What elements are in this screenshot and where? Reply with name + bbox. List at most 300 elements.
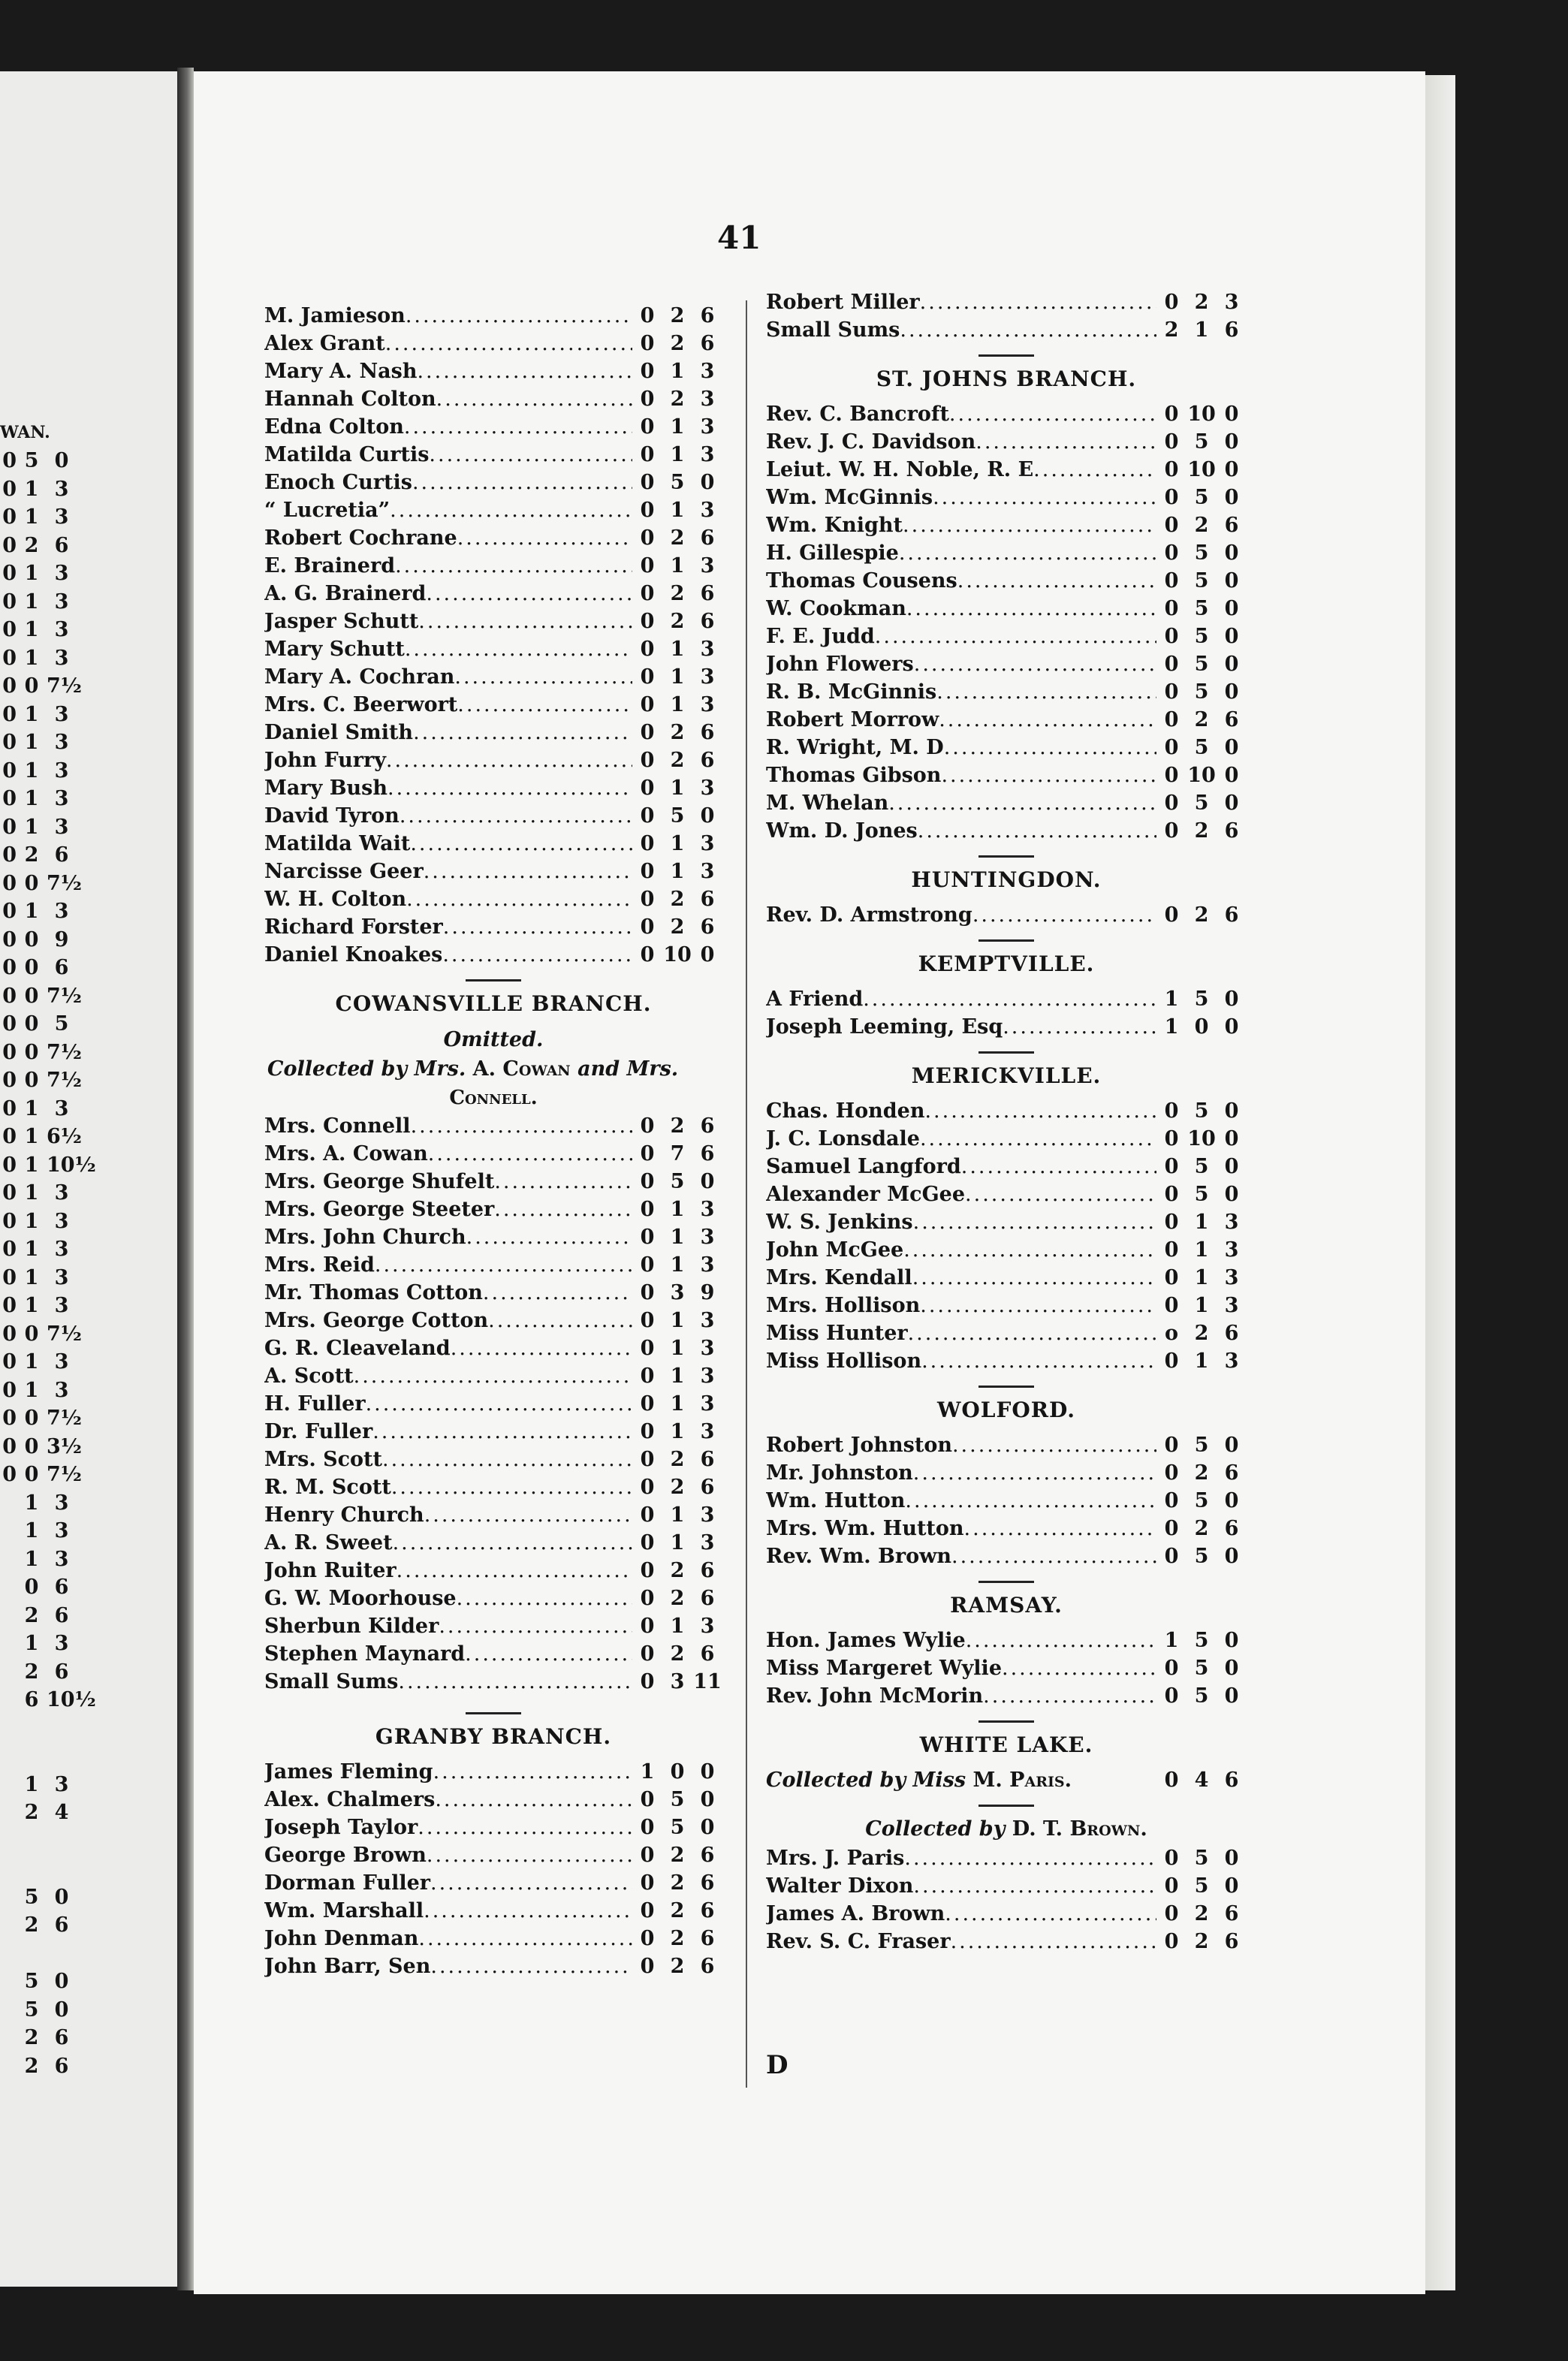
amount-shillings: 2 <box>1194 514 1209 537</box>
facing-page-amount: 0 <box>54 1885 69 1909</box>
facing-page-row <box>0 1883 173 1912</box>
facing-page-amount: 1 <box>24 1096 39 1120</box>
section-rule <box>978 1581 1034 1583</box>
amount-pounds: 0 <box>640 776 655 800</box>
subscriber-name: F. E. Judd <box>766 625 875 648</box>
amount-pounds: 0 <box>640 665 655 689</box>
facing-page-row <box>0 728 173 757</box>
facing-page-row <box>0 926 173 954</box>
amount-shillings: 1 <box>670 499 685 522</box>
subscriber-row <box>766 1180 1247 1208</box>
facing-page-row <box>0 1404 173 1433</box>
subscriber-name-cell <box>264 941 632 969</box>
amount-pounds: 0 <box>1164 1349 1179 1373</box>
leader-dots <box>957 567 1156 595</box>
subscriber-name-cell <box>766 1487 1156 1515</box>
amount-pounds: 0 <box>640 1337 655 1360</box>
amount-pence: 0 <box>1224 1657 1239 1680</box>
subscriber-row <box>264 941 722 969</box>
facing-page-amount: 0 <box>24 956 39 979</box>
subscriber-name-cell <box>766 1928 1156 1955</box>
subscriber-row <box>264 1223 722 1251</box>
collector-line <box>264 1055 722 1084</box>
amount-pounds: 0 <box>640 526 655 550</box>
facing-page-amount: 0 <box>2 562 17 585</box>
amount-shillings: 2 <box>1194 1930 1209 1953</box>
amount-pence: 0 <box>1224 403 1239 426</box>
leader-dots <box>418 1925 632 1952</box>
subscriber-row <box>264 830 722 858</box>
section-heading: ST. JOHNS BRANCH. <box>876 366 1137 391</box>
amount-pence: 6 <box>1224 1517 1239 1540</box>
facing-page-amount: 0 <box>2 618 17 641</box>
section-heading: MERICKVILLE. <box>911 1063 1102 1088</box>
subscriber-name-cell <box>264 1640 632 1668</box>
facing-page-amount <box>0 1630 17 1658</box>
amount-pounds: 0 <box>640 1559 655 1582</box>
amount-pence: 0 <box>1224 597 1239 620</box>
subscriber-name-cell <box>766 1013 1156 1041</box>
subscriber-name-cell <box>264 1897 632 1925</box>
facing-page-amount: 5 <box>24 449 39 472</box>
subscriber-row <box>264 1334 722 1362</box>
leader-dots <box>418 608 632 635</box>
amount-pounds: 0 <box>1164 403 1179 426</box>
subscriber-name-cell <box>264 1758 632 1786</box>
leader-dots <box>900 316 1156 344</box>
subscriber-row <box>766 1900 1247 1928</box>
amount-pounds: 0 <box>1164 486 1179 509</box>
amount-pence: 6 <box>700 1559 715 1582</box>
amount-pence: 6 <box>700 1927 715 1950</box>
amount-shillings: 2 <box>670 1642 685 1666</box>
subscriber-name-cell <box>264 913 632 941</box>
amount-shillings: 2 <box>1194 1461 1209 1485</box>
subscriber-row <box>766 985 1247 1013</box>
facing-page-amount: 0 <box>2 1209 17 1233</box>
facing-page-row <box>0 1179 173 1208</box>
subscriber-name: Rev. Wm. Brown <box>766 1545 952 1568</box>
amount-pence: 0 <box>1224 430 1239 454</box>
subscriber-name: Mrs. John Church <box>264 1226 466 1249</box>
leader-dots <box>418 1814 632 1841</box>
subscriber-name-cell <box>264 1196 632 1223</box>
amount-pounds: 0 <box>640 749 655 772</box>
amount-pounds: 0 <box>640 1844 655 1867</box>
subscriber-name: Mrs. George Steeter <box>264 1198 495 1221</box>
amount-shillings: 0 <box>1194 1015 1209 1039</box>
facing-page-amount: 6 <box>54 533 69 557</box>
leader-dots <box>395 552 632 580</box>
facing-page-row <box>0 1010 173 1039</box>
subscriber-row <box>766 1654 1247 1682</box>
amount-pounds: 0 <box>1164 625 1179 648</box>
facing-page-amount: 0 <box>2 674 17 698</box>
leader-dots <box>385 330 632 357</box>
subscriber-name-cell <box>766 1292 1156 1319</box>
amount-pence: 3 <box>700 1309 715 1332</box>
amount-pence: 3 <box>700 1503 715 1527</box>
subscriber-row <box>766 650 1247 678</box>
facing-page-amount <box>47 1855 77 1883</box>
amount-pence: 0 <box>700 1170 715 1193</box>
leader-dots <box>430 1869 632 1897</box>
subscriber-name: Robert Morrow <box>766 708 939 731</box>
facing-page-amount <box>47 1714 77 1743</box>
facing-page-amount <box>0 1911 17 1940</box>
facing-page-amount: 0 <box>2 646 17 670</box>
facing-page-amount: 1 <box>24 731 39 754</box>
facing-page-row <box>0 1264 173 1292</box>
subscriber-row <box>766 511 1247 539</box>
subscriber-name-cell <box>264 357 632 385</box>
facing-page-amount: 6 <box>54 2026 69 2049</box>
facing-page-row <box>0 954 173 982</box>
leader-dots <box>951 1928 1156 1955</box>
subscriber-name-cell <box>766 400 1156 428</box>
amount-pounds: 1 <box>1164 988 1179 1011</box>
subscriber-name: Mrs. Reid <box>264 1253 375 1277</box>
amount-shillings: 5 <box>1194 792 1209 815</box>
subscriber-name: Mrs. Connell <box>264 1114 411 1138</box>
facing-page-amount: 7½ <box>47 871 82 895</box>
amount-pounds: 0 <box>640 443 655 466</box>
subscriber-name: Mary Bush <box>264 776 387 800</box>
subscriber-row <box>264 1952 722 1980</box>
facing-page-amount: 6 <box>54 1660 69 1684</box>
subscriber-row <box>264 1279 722 1307</box>
subscriber-row <box>264 1112 722 1140</box>
subscriber-row <box>766 1319 1247 1347</box>
facing-page-amount: 0 <box>2 1322 17 1346</box>
subscriber-name: Alexander McGee <box>766 1183 966 1206</box>
amount-pence: 0 <box>700 804 715 828</box>
amount-shillings: 1 <box>670 415 685 439</box>
amount-pounds: 0 <box>1164 1902 1179 1925</box>
facing-page-row <box>0 672 173 701</box>
subscriber-name: Mrs. George Cotton <box>264 1309 489 1332</box>
subscriber-name-cell <box>264 802 632 830</box>
subscriber-name-cell <box>264 1307 632 1334</box>
subscriber-row <box>766 1347 1247 1375</box>
amount-pence: 6 <box>700 915 715 939</box>
amount-pence: 6 <box>700 1642 715 1666</box>
amount-pence: 3 <box>700 1337 715 1360</box>
subscriber-row <box>766 1208 1247 1236</box>
subscriber-name-cell <box>766 623 1156 650</box>
facing-page-amount: 0 <box>2 1125 17 1148</box>
facing-page-amount: 3 <box>54 589 69 614</box>
subscriber-name-cell <box>766 1319 1156 1347</box>
subscriber-name-cell <box>264 1585 632 1612</box>
subscriber-name-cell <box>766 761 1156 789</box>
leader-dots <box>397 1557 632 1585</box>
section-heading: WOLFORD. <box>936 1398 1076 1422</box>
amount-pence: 3 <box>700 387 715 411</box>
facing-page-amount <box>0 1602 17 1630</box>
leader-dots <box>924 1097 1156 1125</box>
amount-pence: 3 <box>700 665 715 689</box>
amount-shillings: 2 <box>670 526 685 550</box>
amount-shillings: 2 <box>670 1448 685 1471</box>
facing-page-amount: 0 <box>2 1012 17 1036</box>
subscriber-name-cell <box>264 1952 632 1980</box>
subscriber-row <box>264 552 722 580</box>
section-rule <box>978 1720 1034 1723</box>
amount-shillings: 5 <box>670 1816 685 1839</box>
subscriber-name-cell <box>264 580 632 608</box>
subscriber-row <box>264 302 722 330</box>
subscriber-row <box>766 901 1247 929</box>
subscriber-name: W. Cookman <box>766 597 906 620</box>
subscriber-row <box>766 595 1247 623</box>
left-column <box>264 302 722 1980</box>
subscriber-row <box>264 1390 722 1418</box>
facing-page-amount: 0 <box>2 1040 17 1064</box>
amount-shillings: 5 <box>670 1170 685 1193</box>
facing-page-amount: 4 <box>54 1801 69 1824</box>
collector-name: M. Paris. <box>972 1768 1072 1792</box>
amount-pounds: 1 <box>1164 1015 1179 1039</box>
facing-page-row <box>0 1742 173 1771</box>
subscriber-name: A Friend <box>766 988 864 1011</box>
facing-page-amount: 0 <box>2 1265 17 1289</box>
amount-pence: 6 <box>700 582 715 605</box>
subscriber-row <box>766 623 1247 650</box>
amount-shillings: 2 <box>1194 819 1209 843</box>
printer-signature: D <box>766 2050 789 2080</box>
subscriber-name: Rev. J. C. Davidson <box>766 430 976 454</box>
subscriber-row <box>766 761 1247 789</box>
amount-shillings: 2 <box>1194 1517 1209 1540</box>
amount-pence: 3 <box>700 693 715 716</box>
subscriber-name: Mrs. George Shufelt <box>264 1170 495 1193</box>
collector-name: A. Cowan <box>472 1057 571 1081</box>
amount-shillings: 3 <box>670 1281 685 1304</box>
subscriber-row <box>264 1612 722 1640</box>
amount-pence: 6 <box>700 1844 715 1867</box>
facing-page-amount: 5 <box>54 1012 69 1036</box>
subscriber-name: M. Jamieson <box>264 304 406 327</box>
facing-page-amount: 7½ <box>47 1322 82 1346</box>
facing-page-amount: 1 <box>24 589 39 614</box>
subscriber-name-cell <box>766 484 1156 511</box>
section-rule <box>978 855 1034 858</box>
subscriber-row <box>766 706 1247 734</box>
subscriber-row <box>766 1487 1247 1515</box>
subscriber-row <box>264 802 722 830</box>
amount-shillings: 5 <box>670 1788 685 1811</box>
amount-pounds: 0 <box>1164 1517 1179 1540</box>
amount-pounds: 0 <box>640 1170 655 1193</box>
subscriber-name-cell <box>766 1542 1156 1570</box>
subscriber-name: John Ruiter <box>264 1559 397 1582</box>
amount-shillings: 1 <box>670 1337 685 1360</box>
facing-page-amount: 1 <box>24 505 39 529</box>
subscriber-row <box>766 1236 1247 1264</box>
subscriber-name: Dr. Fuller <box>264 1420 373 1443</box>
subscriber-row <box>264 746 722 774</box>
facing-page-amount <box>0 2024 17 2052</box>
amount-pounds: 0 <box>640 387 655 411</box>
amount-pence: 3 <box>1224 1238 1239 1262</box>
leader-dots <box>1003 1013 1156 1041</box>
facing-page-amount <box>0 2052 17 2081</box>
subscriber-name: Thomas Cousens <box>766 569 957 593</box>
amount-pounds: 0 <box>640 1788 655 1811</box>
facing-page-amount <box>0 1968 17 1996</box>
subscriber-list <box>264 302 722 969</box>
subscriber-row <box>766 567 1247 595</box>
amount-pounds: 0 <box>1164 1847 1179 1870</box>
subscriber-name: W. H. Colton <box>264 888 407 911</box>
facing-page-amount: 0 <box>2 758 17 782</box>
leader-dots <box>372 1418 632 1446</box>
subscriber-row <box>264 1362 722 1390</box>
amount-pence: 6 <box>700 888 715 911</box>
amount-shillings: 1 <box>670 693 685 716</box>
subscriber-row <box>264 1786 722 1814</box>
subscriber-row <box>264 1473 722 1501</box>
amount-shillings: 2 <box>1194 291 1209 314</box>
amount-pounds: 0 <box>640 1226 655 1249</box>
facing-page-row <box>0 1039 173 1067</box>
amount-pence: 0 <box>1224 1434 1239 1457</box>
amount-pence: 0 <box>1224 1489 1239 1512</box>
leader-dots <box>918 817 1156 845</box>
amount-pounds: 0 <box>640 1142 655 1165</box>
subscriber-row <box>766 428 1247 456</box>
subscriber-name: Hannah Colton <box>264 387 436 411</box>
amount-shillings: 2 <box>670 1587 685 1610</box>
subscriber-name: Joseph Taylor <box>264 1816 418 1839</box>
subscriber-row <box>766 1844 1247 1872</box>
facing-page-row <box>0 701 173 729</box>
subscriber-row <box>264 1557 722 1585</box>
leader-dots <box>952 1431 1156 1459</box>
facing-page-amount <box>0 1545 17 1574</box>
amount-shillings: 10 <box>1187 764 1216 787</box>
facing-page-row <box>0 1940 173 1968</box>
facing-page-amount: 0 <box>2 787 17 810</box>
amount-pence: 3 <box>700 1364 715 1388</box>
facing-page-amount: 3 <box>54 618 69 641</box>
subscriber-name-cell <box>264 1612 632 1640</box>
subscriber-name: Walter Dixon <box>766 1874 914 1898</box>
amount-shillings: 1 <box>670 1615 685 1638</box>
leader-dots <box>354 1362 632 1390</box>
right-column <box>766 288 1247 1955</box>
subscriber-row <box>264 1897 722 1925</box>
leader-dots <box>417 357 632 385</box>
amount-pounds: 0 <box>640 1927 655 1950</box>
subscriber-name-cell <box>766 1208 1156 1236</box>
facing-page-amount: 0 <box>2 1238 17 1261</box>
amount-pence: 6 <box>700 304 715 327</box>
amount-pence: 0 <box>1224 792 1239 815</box>
facing-page-amount: 0 <box>24 1040 39 1064</box>
amount-pounds: 0 <box>1164 764 1179 787</box>
facing-page-row <box>0 1208 173 1236</box>
amount-pounds: 0 <box>1164 1211 1179 1234</box>
amount-pounds: 0 <box>640 721 655 744</box>
amount-pounds: 0 <box>1164 514 1179 537</box>
subscriber-name: Daniel Smith <box>264 721 414 744</box>
subscriber-row <box>766 1125 1247 1153</box>
amount-pounds: 0 <box>640 1448 655 1471</box>
subscriber-name: Narcisse Geer <box>264 860 424 883</box>
facing-page-amount: 0 <box>54 1970 69 1993</box>
leader-dots <box>975 428 1156 456</box>
subscriber-name-cell <box>766 1180 1156 1208</box>
facing-page-amount: 6 <box>54 1576 69 1599</box>
subscriber-name-cell <box>766 1844 1156 1872</box>
section-rule <box>978 1386 1034 1388</box>
facing-page-amount: 0 <box>24 674 39 698</box>
amount-pounds: 0 <box>640 1392 655 1416</box>
subscriber-name: Mrs. Scott <box>264 1448 383 1471</box>
amount-shillings: 2 <box>670 721 685 744</box>
facing-page-amount <box>0 1771 17 1799</box>
amount-shillings: 1 <box>1194 1266 1209 1289</box>
subscriber-name-cell <box>766 985 1156 1013</box>
subscriber-name: “ Lucretia” <box>264 499 390 522</box>
amount-pounds: 0 <box>1164 1434 1179 1457</box>
facing-page-amount <box>0 1827 17 1856</box>
subscriber-name-cell <box>264 1473 632 1501</box>
facing-page-amount: 0 <box>2 505 17 529</box>
subscriber-name-cell <box>264 1668 632 1696</box>
facing-page-amount: 3 <box>54 731 69 754</box>
facing-page-amount: 3 <box>54 505 69 529</box>
amount-shillings: 1 <box>670 665 685 689</box>
subscriber-name: G. W. Moorhouse <box>264 1587 457 1610</box>
subscriber-name: Rev. John McMorin <box>766 1684 984 1708</box>
facing-page-amount: 1 <box>24 477 39 501</box>
amount-pounds: 0 <box>1164 708 1179 731</box>
amount-pounds: 1 <box>1164 1629 1179 1652</box>
facing-page-row <box>0 1799 173 1827</box>
amount-shillings: 10 <box>663 943 692 966</box>
subscriber-name-cell <box>766 316 1156 344</box>
subscriber-name: Miss Hunter <box>766 1322 908 1345</box>
facing-page-amount: 7½ <box>47 1463 82 1486</box>
leader-dots <box>443 913 632 941</box>
amount-pounds: 0 <box>1164 1099 1179 1123</box>
amount-pence: 0 <box>1224 1847 1239 1870</box>
amount-pence: 9 <box>700 1281 715 1304</box>
facing-page-row <box>0 1911 173 1940</box>
facing-page-row <box>0 757 173 785</box>
facing-page-amount: 1 <box>24 758 39 782</box>
section-rule <box>466 979 521 981</box>
subscriber-name-cell <box>264 635 632 663</box>
subscriber-row <box>264 1196 722 1223</box>
subscriber-row <box>766 484 1247 511</box>
facing-page-amount: 5 <box>24 1885 39 1909</box>
facing-page-amount: 0 <box>2 1434 17 1458</box>
amount-shillings: 2 <box>1194 903 1209 927</box>
amount-pounds: 0 <box>640 1955 655 1978</box>
facing-page-row <box>0 1376 173 1405</box>
leader-dots <box>483 1279 632 1307</box>
leader-dots <box>494 1196 632 1223</box>
amount-pence: 3 <box>700 1198 715 1221</box>
amount-shillings: 1 <box>670 1531 685 1554</box>
leader-dots <box>906 595 1156 623</box>
subscriber-name-cell <box>766 1264 1156 1292</box>
leader-dots <box>427 1841 632 1869</box>
